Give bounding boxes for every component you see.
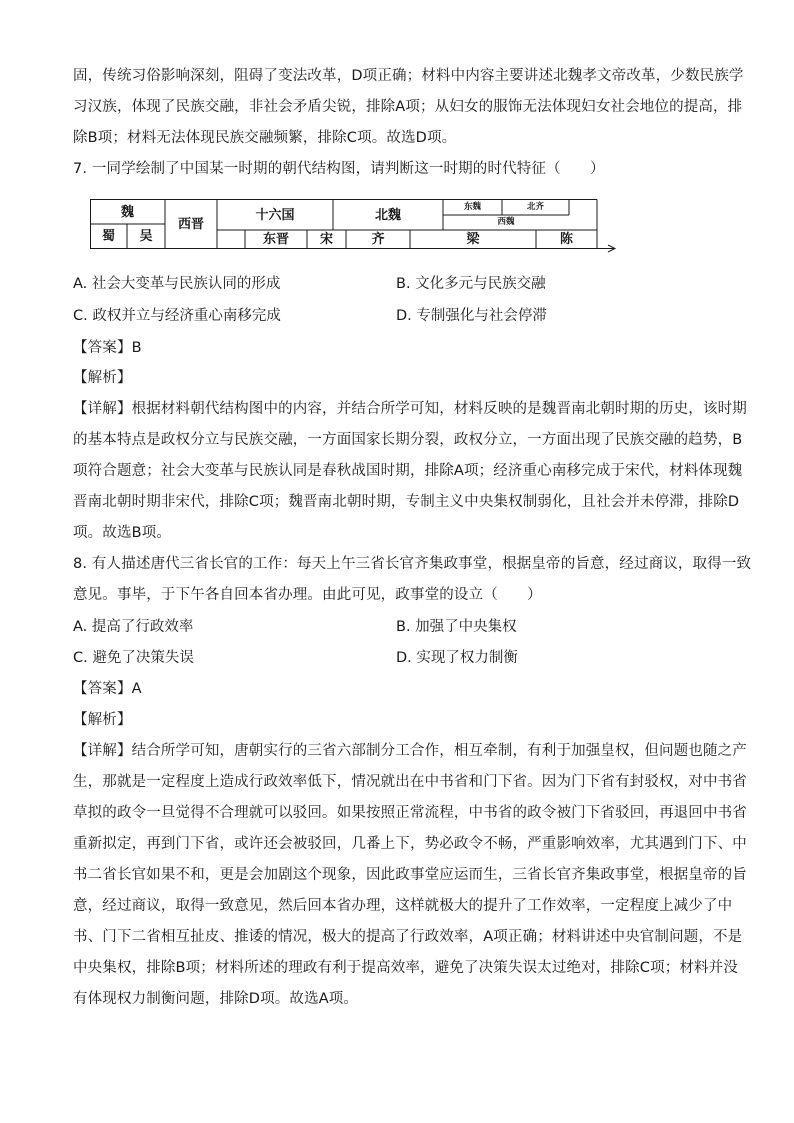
dynasty-structure-diagram: [90, 199, 620, 253]
text-line: 书、门下二省相互扯皮、推诿的情况，极大的提高了行政效率，A项正确；材料讲述中央官制问题，不是: [73, 929, 743, 945]
dynasty-liang: 梁: [466, 231, 480, 247]
text-line: 书二省长官如果不和，更是会加剧这个现象，因此政事堂应运而生，三省长官齐集政事堂，根据皇帝的旨: [73, 867, 747, 883]
question-8-stem: 意见。事毕，于下午各自回本省办理。由此可见，政事堂的设立（ ）: [73, 587, 542, 603]
dynasty-chen: 陈: [559, 231, 573, 247]
dynasty-song: 宋: [319, 231, 333, 247]
dynasty-wu: 吴: [139, 229, 153, 244]
dynasty-beiwei: 北魏: [374, 207, 401, 223]
text-line: 意，经过商议，取得一致意见，然后回本省办理，这样就极大的提升了工作效率，一定程度上减少了中: [73, 898, 733, 914]
text-line: 草拟的政令一旦觉得不合理就可以驳回。如果按照正常流程，中书省的政令被门下省驳回，再退回中书省: [73, 805, 747, 821]
text-line: 生，那就是一定程度上造成行政效率低下，情况就出在中书省和门下省。因为门下省有封驳权，对中书省: [73, 774, 747, 790]
text-line: 除B项；材料无法体现民族交融频繁，排除C项。故选D项。: [73, 130, 457, 146]
q8-answer: 【答案】A: [73, 681, 142, 697]
q7-option-a: A. 社会大变革与民族认同的形成: [73, 276, 281, 292]
text-line: 晋南北朝时期非宋代，排除C项；魏晋南北朝时期，专制主义中央集权制弱化，且社会并未停滞，排除D: [73, 494, 740, 510]
text-line: 重新拟定，再到门下省，或许还会被驳回，几番上下，势必政令不畅，严重影响效率，尤其遇到门下、中: [73, 836, 747, 852]
dynasty-beiqi: 北齐: [526, 202, 544, 213]
dynasty-xijin: 西晋: [177, 216, 204, 232]
q8-option-a: A. 提高了行政效率: [73, 619, 194, 635]
q7-option-b: B. 文化多元与民族交融: [396, 276, 546, 292]
dynasty-shu: 蜀: [101, 229, 115, 244]
q8-option-b: B. 加强了中央集权: [396, 619, 517, 635]
q8-option-c: C. 避免了决策失误: [73, 650, 194, 666]
text-line: 有体现权力制衡问题，排除D项。故选A项。: [73, 991, 359, 1007]
text-line: 习汉族，体现了民族交融，非社会矛盾尖锐，排除A项；从妇女的服饰无法体现妇女社会地位的提高，排: [73, 99, 743, 115]
q8-analysis-label: 【解析】: [73, 712, 132, 728]
q7-analysis-label: 【解析】: [73, 370, 132, 386]
text-line: 【详解】根据材料朝代结构图中的内容，并结合所学可知，材料反映的是魏晋南北朝时期的历史，该时期: [73, 401, 747, 417]
q8-option-d: D. 实现了权力制衡: [396, 650, 518, 666]
text-line: 【详解】结合所学可知，唐朝实行的三省六部制分工合作，相互牵制，有利于加强皇权，但问题也随之产: [73, 743, 747, 759]
q7-option-d: D. 专制强化与社会停滞: [396, 308, 547, 324]
q7-answer: 【答案】B: [73, 340, 142, 356]
dynasty-dongwei: 东魏: [463, 202, 481, 213]
text-line: 中央集权，排除B项；材料所述的理政有利于提高效率，避免了决策失误太过绝对，排除C项；材料并没: [73, 960, 738, 976]
dynasty-wei: 魏: [120, 204, 134, 220]
question-7-stem: 7. 一同学绘制了中国某一时期的朝代结构图，请判断这一时期的时代特征（ ）: [73, 161, 605, 177]
text-line: 项符合题意；社会大变革与民族认同是春秋战国时期，排除A项；经济重心南移完成于宋代，材料体现魏: [73, 463, 743, 479]
text-line: 固，传统习俗影响深刻，阻碍了变法改革，D项正确；材料中内容主要讲述北魏孝文帝改革，少数民族学: [73, 68, 744, 84]
text-line: 项。故选B项。: [73, 525, 171, 541]
question-8-stem: 8. 有人描述唐代三省长官的工作：每天上午三省长官齐集政事堂，根据皇帝的旨意，经过商议，取得一致: [73, 556, 752, 572]
dynasty-shiliuguo: 十六国: [255, 207, 295, 223]
dynasty-qi: 齐: [371, 231, 385, 247]
dynasty-xiwei: 西魏: [497, 217, 515, 228]
text-line: 的基本特点是政权分立与民族交融，一方面国家长期分裂，政权分立，一方面出现了民族交融的趋势，B: [73, 432, 743, 448]
q7-option-c: C. 政权并立与经济重心南移完成: [73, 308, 281, 324]
dynasty-dongjin: 东晋: [262, 231, 289, 247]
